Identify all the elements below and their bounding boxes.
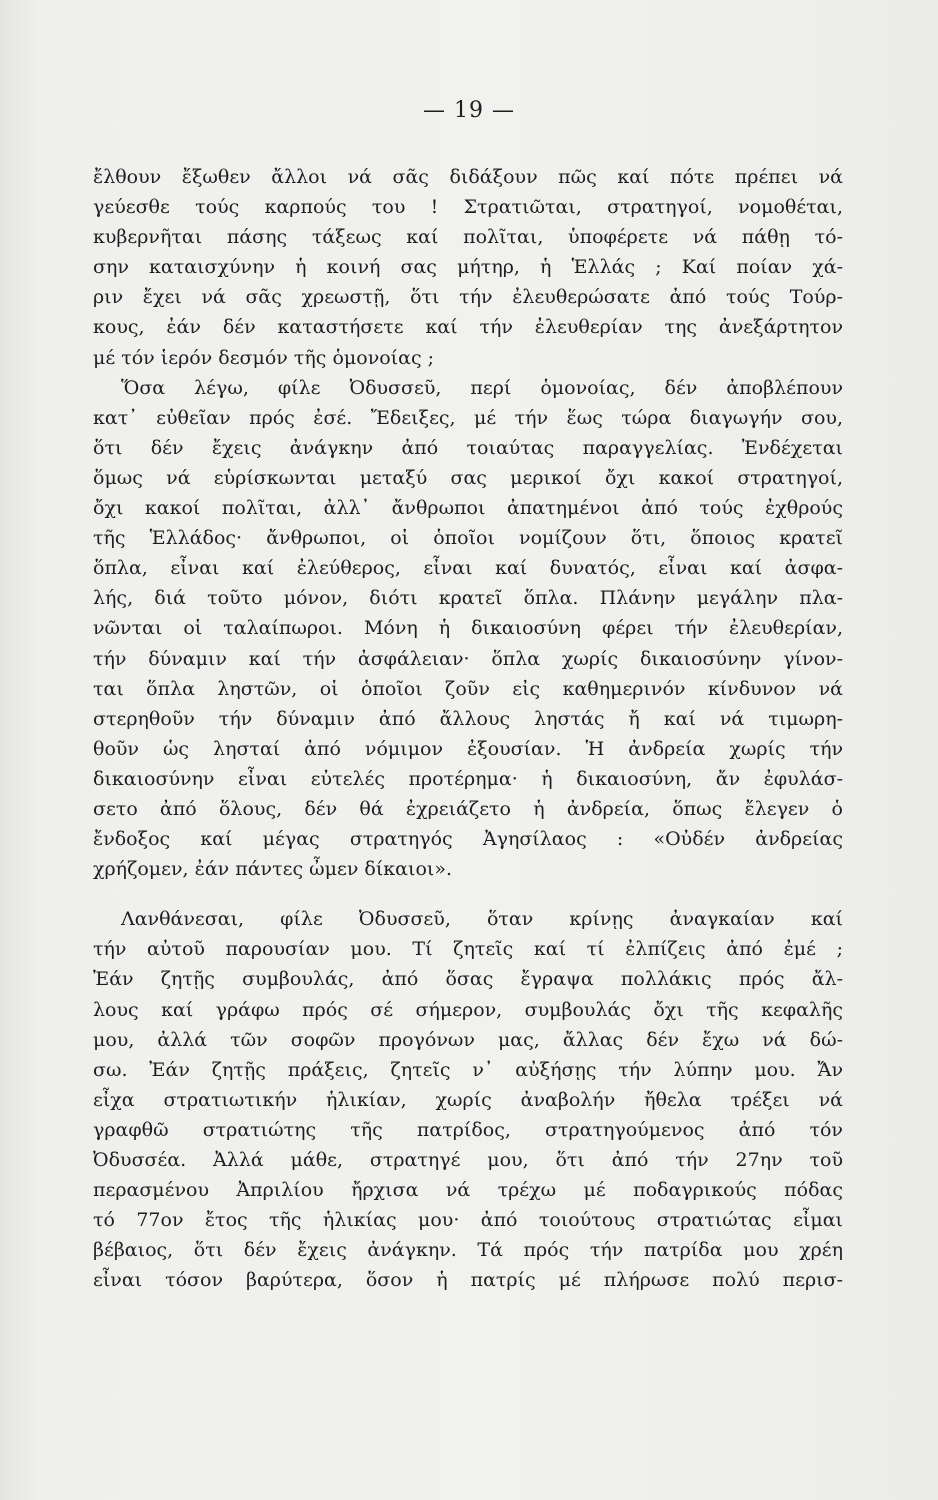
text-line: γεύεσθε τούς καρπούς του ! Στρατιῶται, στρατηγοί, νομοθέται,	[93, 196, 843, 219]
text-line: μου, ἀλλά τῶν σοφῶν προγόνων μας, ἄλλας δέν ἔχω νά δώ-	[93, 1028, 843, 1051]
text-line: Ἐάν ζητῇς συμβουλάς, ἀπό ὅσας ἔγραψα πολλάκις πρός ἄλ-	[93, 968, 843, 991]
paragraph-3	[93, 904, 843, 1295]
text-line: ὅμως νά εὑρίσκωνται μεταξύ σας μερικοί ὄχι κακοί στρατηγοί,	[93, 466, 843, 489]
page-text	[93, 162, 843, 1295]
text-line: λους καί γράφω πρός σέ σήμερον, συμβουλάς ὄχι τῆς κεφαλῆς	[93, 998, 843, 1021]
text-line: θοῦν ὡς λησταί ἀπό νόμιμον ἐξουσίαν. Ἡ ἀνδρεία χωρίς τήν	[93, 737, 843, 760]
text-line: μέ τόν ἱερόν δεσμόν τῆς ὁμονοίας ;	[93, 346, 435, 369]
page-number: — 19 —	[423, 98, 515, 123]
text-line: ὅπλα, εἶναι καί ἐλεύθερος, εἶναι καί δυνατός, εἶναι καί ἀσφα-	[93, 557, 843, 580]
text-line: κυβερνῆται πάσης τάξεως καί πολῖται, ὑποφέρετε νά πάθῃ τό-	[93, 226, 843, 249]
text-line: τό 77ον ἔτος τῆς ἡλικίας μου· ἀπό τοιούτους στρατιώτας εἶμαι	[93, 1209, 843, 1232]
text-line: στερηθοῦν τήν δύναμιν ἀπό ἄλλους ληστάς ἤ καί νά τιμωρη-	[93, 707, 843, 730]
text-line: γραφθῶ στρατιώτης τῆς πατρίδος, στρατηγούμενος ἀπό τόν	[93, 1118, 843, 1141]
text-line: ἔλθουν ἔξωθεν ἄλλοι νά σᾶς διδάξουν πῶς καί πότε πρέπει νά	[93, 166, 843, 188]
text-line: νῶνται οἱ ταλαίπωροι. Μόνη ἡ δικαιοσύνη φέρει τήν ἐλευθερίαν,	[93, 617, 843, 640]
text-line: Λανθάνεσαι, φίλε Ὀδυσσεῦ, ὅταν κρίνῃς ἀναγκαίαν καί	[121, 908, 843, 931]
text-line: σω. Ἐάν ζητῇς πράξεις, ζητεῖς ν᾿ αὐξήσῃς τήν λύπην μου. Ἄν	[93, 1058, 843, 1081]
text-line: λής, διά τοῦτο μόνον, διότι κρατεῖ ὅπλα. Πλάνην μεγάλην πλα-	[93, 587, 843, 610]
text-line: εἶχα στρατιωτικήν ἡλικίαν, χωρίς ἀναβολήν ἤθελα τρέξει νά	[93, 1088, 843, 1111]
text-line: κατ᾿ εὐθεῖαν πρός ἐσέ. Ἔδειξες, μέ τήν ἕως τώρα διαγωγήν σου,	[93, 406, 843, 429]
text-line: εἶναι τόσον βαρύτερα, ὅσον ἡ πατρίς μέ πλήρωσε πολύ περισ-	[93, 1269, 843, 1292]
text-line: δικαιοσύνην εἶναι εὐτελές προτέρημα· ἡ δικαιοσύνη, ἄν ἐφυλάσ-	[93, 767, 843, 790]
text-line: τήν δύναμιν καί τήν ἀσφάλειαν· ὅπλα χωρίς δικαιοσύνην γίνον-	[93, 647, 843, 670]
text-line: ὄχι κακοί πολῖται, ἀλλ᾿ ἄνθρωποι ἀπατημένοι ἀπό τούς ἐχθρούς	[93, 497, 843, 520]
text-line: βέβαιος, ὅτι δέν ἔχεις ἀνάγκην. Τά πρός τήν πατρίδα μου χρέη	[93, 1239, 843, 1262]
text-line: ριν ἔχει νά σᾶς χρεωστῇ, ὅτι τήν ἐλευθερώσατε ἀπό τούς Τούρ-	[93, 286, 843, 309]
text-line: τῆς Ἑλλάδος· ἄνθρωποι, οἱ ὁποῖοι νομίζουν ὅτι, ὅποιος κρατεῖ	[93, 527, 843, 550]
text-line: ὅτι δέν ἔχεις ἀνάγκην ἀπό τοιαύτας παραγγελίας. Ἐνδέχεται	[93, 436, 843, 459]
paragraph-1	[93, 162, 843, 373]
text-line: σην καταισχύνην ἡ κοινή σας μήτηρ, ἡ Ἑλλάς ; Καί ποίαν χά-	[93, 256, 843, 279]
text-line: σετο ἀπό ὅλους, δέν θά ἐχρειάζετο ἡ ἀνδρεία, ὅπως ἔλεγεν ὁ	[93, 797, 843, 820]
paragraph-gap	[93, 884, 843, 904]
text-line: κους, ἐάν δέν καταστήσετε καί τήν ἐλευθερίαν της ἀνεξάρτητον	[93, 316, 843, 339]
paragraph-2	[93, 373, 843, 885]
text-line: περασμένου Ἀπριλίου ἤρχισα νά τρέχω μέ ποδαγρικούς πόδας	[93, 1179, 843, 1202]
text-line: χρήζομεν, ἐάν πάντες ὦμεν δίκαιοι».	[93, 858, 453, 881]
text-line: ἔνδοξος καί μέγας στρατηγός Ἀγησίλαος : «Οὐδέν ἀνδρείας	[93, 828, 843, 851]
text-line: Ὀδυσσέα. Ἀλλά μάθε, στρατηγέ μου, ὅτι ἀπό τήν 27ην τοῦ	[93, 1149, 843, 1171]
text-line: Ὅσα λέγω, φίλε Ὀδυσσεῦ, περί ὁμονοίας, δέν ἀποβλέπουν	[121, 376, 843, 399]
text-line: τήν αὐτοῦ παρουσίαν μου. Τί ζητεῖς καί τί ἐλπίζεις ἀπό ἐμέ ;	[93, 938, 843, 961]
text-line: ται ὅπλα ληστῶν, οἱ ὁποῖοι ζοῦν εἰς καθημερινόν κίνδυνον νά	[93, 677, 843, 700]
